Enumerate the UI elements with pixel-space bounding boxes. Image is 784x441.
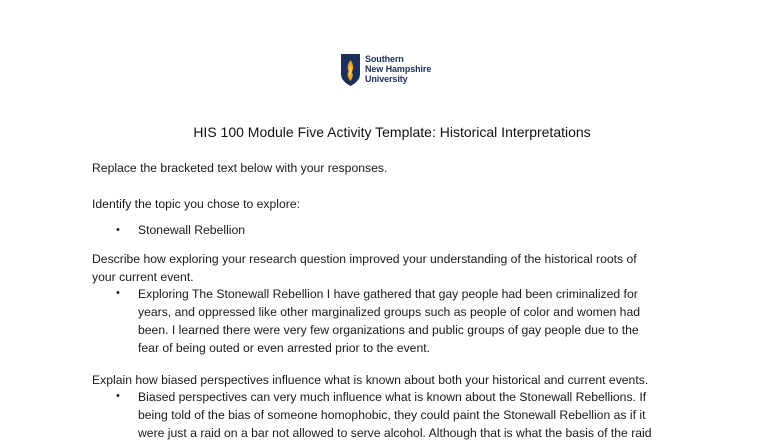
logo-wordmark — [365, 54, 431, 84]
answer-line: been. I learned there were very few organizations and public groups of gay people due to the — [138, 323, 639, 337]
answer-line: years, and oppressed like other marginalized groups such as people of color and women had — [138, 305, 641, 319]
answer-line: fear of being outed or even arrested prior to the event. — [138, 341, 431, 355]
logo-line-1: Southern — [365, 54, 404, 64]
prompt-research-question — [92, 250, 637, 286]
prompt-topic: Identify the topic you chose to explore: — [92, 197, 300, 211]
bullet-marker: • — [116, 287, 120, 299]
instruction-text: Replace the bracketed text below with your responses. — [92, 161, 388, 175]
topic-answer: Stonewall Rebellion — [138, 223, 246, 237]
answer-line: being told of the bias of someone homophobic, they could paint the Stonewall Rebellion as if it — [138, 408, 646, 422]
bullet-marker: • — [116, 224, 120, 236]
logo-line-3: University — [365, 74, 408, 84]
answer-line: Exploring The Stonewall Rebellion I have gathered that gay people had been criminalized for — [138, 287, 638, 301]
answer-research-question — [138, 285, 640, 357]
answer-line: Biased perspectives can very much influence what is known about the Stonewall Rebellions. If — [138, 390, 647, 404]
prompt-biased-perspectives: Explain how biased perspectives influence what is known about both your historical and current events. — [92, 373, 649, 387]
university-logo — [341, 54, 431, 86]
answer-line: were just a raid on a bar not allowed to serve alcohol. Although that is what the basis of the raid — [138, 426, 652, 440]
bullet-marker: • — [116, 390, 120, 402]
answer-biased-perspectives — [138, 388, 652, 441]
document-title: HIS 100 Module Five Activity Template: Historical Interpretations — [193, 124, 591, 140]
prompt-line: your current event. — [92, 270, 194, 284]
logo-line-2: New Hampshire — [365, 64, 432, 74]
prompt-line: Describe how exploring your research question improved your understanding of the historical roots of — [92, 252, 637, 266]
shield-flame-icon — [341, 54, 360, 86]
